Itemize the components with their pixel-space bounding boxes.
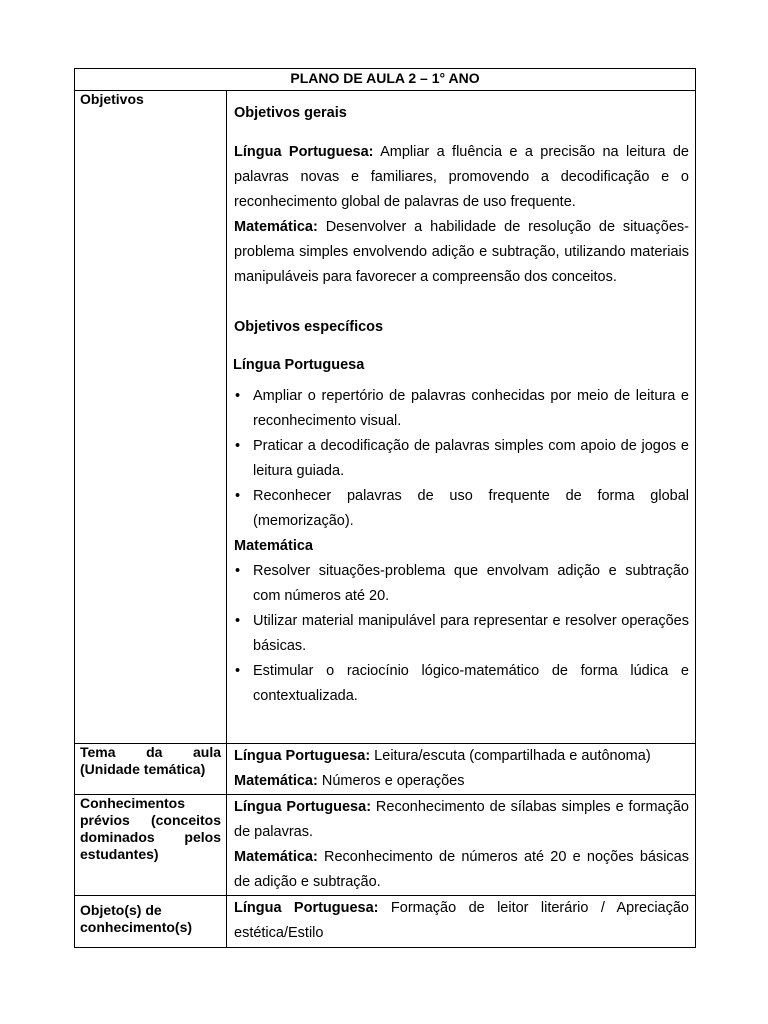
- title-row: [75, 69, 696, 91]
- gerais-mat-label: Matemática:: [234, 219, 318, 235]
- list-item: • Ampliar o repertório de palavras conhecidas por meio de leitura e reconhecimento visual.: [253, 384, 689, 434]
- tema-lp: [234, 744, 689, 769]
- objetivos-content: [227, 91, 696, 744]
- conhecimentos-mat-label: Matemática:: [234, 849, 318, 865]
- list-item: • Estimular o raciocínio lógico-matemático de forma lúdica e contextualizada.: [253, 659, 689, 709]
- objetos-lp: [234, 896, 689, 946]
- plan-title: PLANO DE AULA 2 – 1° ANO: [75, 69, 696, 91]
- gerais-mat-text: Desenvolver a habilidade de resolução de situações-problema simples envolvendo adição e subtração, utilizando materiais manipuláveis para favorecer a compreensão dos conceitos.: [234, 219, 689, 285]
- conhecimentos-mat: [234, 845, 689, 895]
- conhecimentos-lp-label: Língua Portuguesa:: [234, 799, 372, 815]
- lp-heading: Língua Portuguesa: [233, 357, 365, 373]
- list-item: • Utilizar material manipulável para representar e resolver operações básicas.: [253, 609, 689, 659]
- list-item: • Reconhecer palavras de uso frequente de forma global (memorização).: [253, 484, 689, 534]
- tema-lp-label: Língua Portuguesa:: [234, 748, 371, 764]
- lesson-plan-table: [74, 68, 696, 948]
- tema-lp-text: Leitura/escuta (compartilhada e autônoma): [370, 748, 651, 764]
- tema-mat-text: Números e operações: [317, 773, 465, 789]
- objetos-label: Objeto(s) de conhecimento(s): [75, 896, 227, 948]
- objetivos-gerais-heading: Objetivos gerais: [234, 105, 347, 121]
- conhecimentos-mat-text: Reconhecimento de números até 20 e noções básicas de adição e subtração.: [234, 849, 689, 890]
- objetivos-gerais-mat: [234, 215, 689, 290]
- tema-mat-label: Matemática:: [234, 773, 318, 789]
- conhecimentos-label: Conhecimentos prévios (conceitos dominados pelos estudantes): [75, 795, 227, 896]
- objetos-content: [227, 896, 696, 948]
- conhecimentos-lp: [234, 795, 689, 845]
- gerais-lp-label: Língua Portuguesa:: [234, 144, 374, 160]
- tema-mat: [234, 769, 689, 794]
- objetos-row: [75, 896, 696, 948]
- objetivos-gerais-lp: [234, 140, 689, 215]
- objetivos-row: [75, 91, 696, 744]
- tema-content: [227, 744, 696, 795]
- objetos-lp-text: Formação de leitor literário / Apreciação estética/Estilo: [234, 900, 689, 941]
- objetivos-label: Objetivos: [75, 91, 227, 744]
- tema-row: [75, 744, 696, 795]
- list-item: • Praticar a decodificação de palavras simples com apoio de jogos e leitura guiada.: [253, 434, 689, 484]
- conhecimentos-lp-text: Reconhecimento de sílabas simples e formação de palavras.: [234, 799, 689, 840]
- gerais-lp-text: Ampliar a fluência e a precisão na leitura de palavras novas e familiares, promovendo a decodificação e o reconhecimento global de palavras de uso frequente.: [234, 144, 689, 210]
- mat-objectives-list: [234, 559, 689, 709]
- objetivos-especificos-heading: Objetivos específicos: [234, 319, 384, 335]
- tema-label: Tema da aula (Unidade temática): [75, 744, 227, 795]
- conhecimentos-row: [75, 795, 696, 896]
- lp-objectives-list: [234, 384, 689, 534]
- objetos-lp-label: Língua Portuguesa:: [234, 900, 379, 916]
- list-item: • Resolver situações-problema que envolvam adição e subtração com números até 20.: [253, 559, 689, 609]
- conhecimentos-content: [227, 795, 696, 896]
- mat-heading: Matemática: [234, 538, 313, 554]
